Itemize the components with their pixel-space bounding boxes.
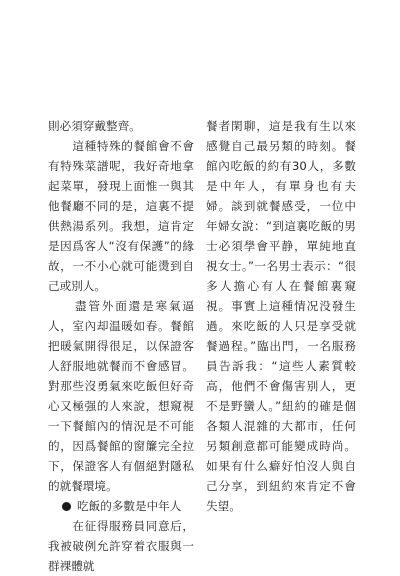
paragraph: 這種特殊的餐館會不會有特殊菜譜呢，我好奇地拿起菜單，發現上面惟一與其他餐廳不同的是，這裏不提供熱湯系列。我想，這肯定是因爲客人“沒有保護”的緣故，一不小心就可能燙到自己或別人。 xyxy=(48,139,194,293)
paragraph: 則必須穿戴整齊。 xyxy=(48,119,141,133)
left-text-column xyxy=(48,116,194,576)
right-text-column xyxy=(206,116,356,516)
section-heading xyxy=(48,496,194,516)
paragraph: 盡管外面還是寒氣逼人，室內却温暖如春。餐館把暖氣開得很足，以保證客人舒服地就餐而不會感冒。對那些沒勇氣來吃飯但好奇心又極强的人來說，想窺視一下餐館內的情況是不可能的，因爲餐館的窗簾完全拉下，保證客人有個絕對隱私的就餐環境。 xyxy=(48,299,194,493)
section-heading-text: 吃飯的多數是中年人 xyxy=(77,499,182,513)
paragraph: 餐者閑聊，這是我有生以來感覺自己最另類的時刻。餐館內吃飯的約有30人，多數是中年人，有單身也有夫婦。談到就餐感受，一位中年婦女說：“到這裏吃飯的男士必須學會平静，單純地直視女士。”一名男士表示：“很多人擔心有人在餐館裏窺視。事實上這種情况没發生過。來吃飯的人只是享受就餐過程。”臨出門，一名服務員告訴我：“這些人素質較高，他們不會傷害别人，更不是野蠻人。”紐約的確是個各類人混雜的大都市，任何另類創意都可能變成時尚。如果有什么癖好怕沒人與自己分享，到紐約來肯定不會失望。 xyxy=(206,119,356,513)
bullet-icon xyxy=(62,502,71,511)
paragraph: 在征得服務員同意后，我被破例允許穿着衣服與一群裸體就 xyxy=(48,519,194,573)
